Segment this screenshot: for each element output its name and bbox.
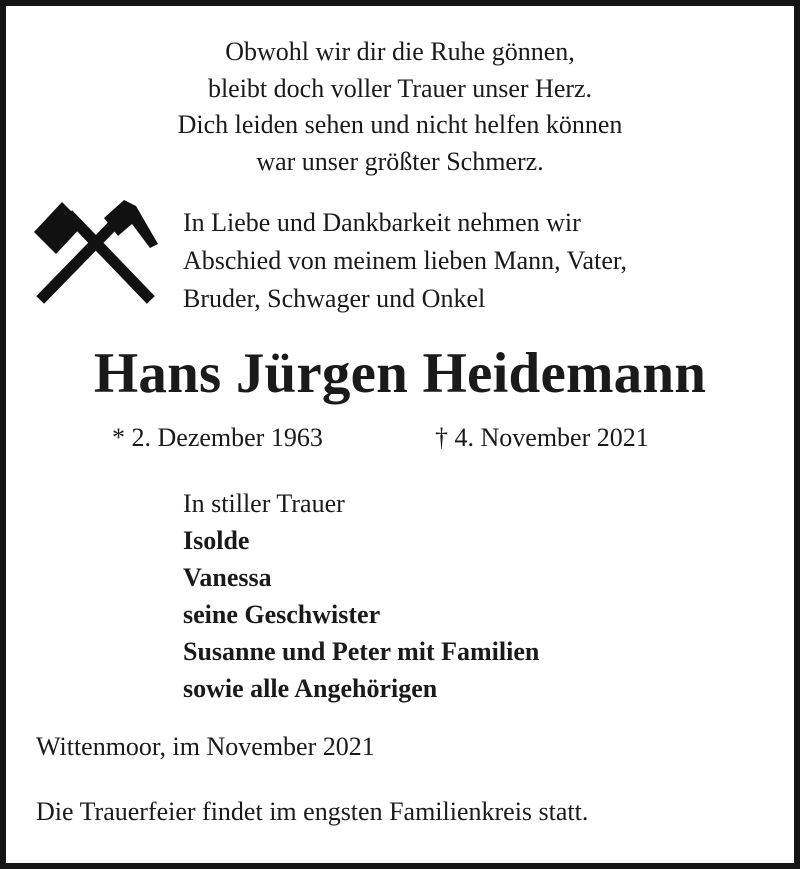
poem-line: bleibt doch voller Trauer unser Herz. xyxy=(207,73,593,103)
hammer-and-pick-icon xyxy=(32,196,160,308)
intro-line: Abschied von meinem lieben Mann, Vater, xyxy=(183,246,627,275)
intro-line: In Liebe und Dankbarkeit nehmen wir xyxy=(183,208,581,237)
death-date: † 4. November 2021 xyxy=(435,423,649,452)
mourners-lead: In stiller Trauer xyxy=(183,489,345,518)
mourner-name: seine Geschwister xyxy=(183,600,381,629)
birth-date: * 2. Dezember 1963 xyxy=(112,423,323,452)
mourners-block xyxy=(183,485,539,707)
mourner-name: sowie alle Angehörigen xyxy=(183,674,438,703)
intro-line: Bruder, Schwager und Onkel xyxy=(183,284,486,313)
mourner-name: Isolde xyxy=(183,526,250,555)
poem-line: Obwohl wir dir die Ruhe gönnen, xyxy=(225,37,575,66)
place-date: Wittenmoor, im November 2021 xyxy=(36,732,375,761)
intro-text xyxy=(183,204,627,318)
mourner-name: Vanessa xyxy=(183,563,272,592)
poem-line: Dich leiden sehen und nicht helfen können xyxy=(177,110,623,139)
poem-line: war unser größter Schmerz. xyxy=(256,146,544,176)
poem xyxy=(0,34,800,180)
funeral-notice: Die Trauerfeier findet im engsten Familienkreis statt. xyxy=(36,797,589,826)
mourner-name: Susanne und Peter mit Familien xyxy=(183,637,540,666)
deceased-name: Hans Jürgen Heidemann xyxy=(93,342,707,405)
